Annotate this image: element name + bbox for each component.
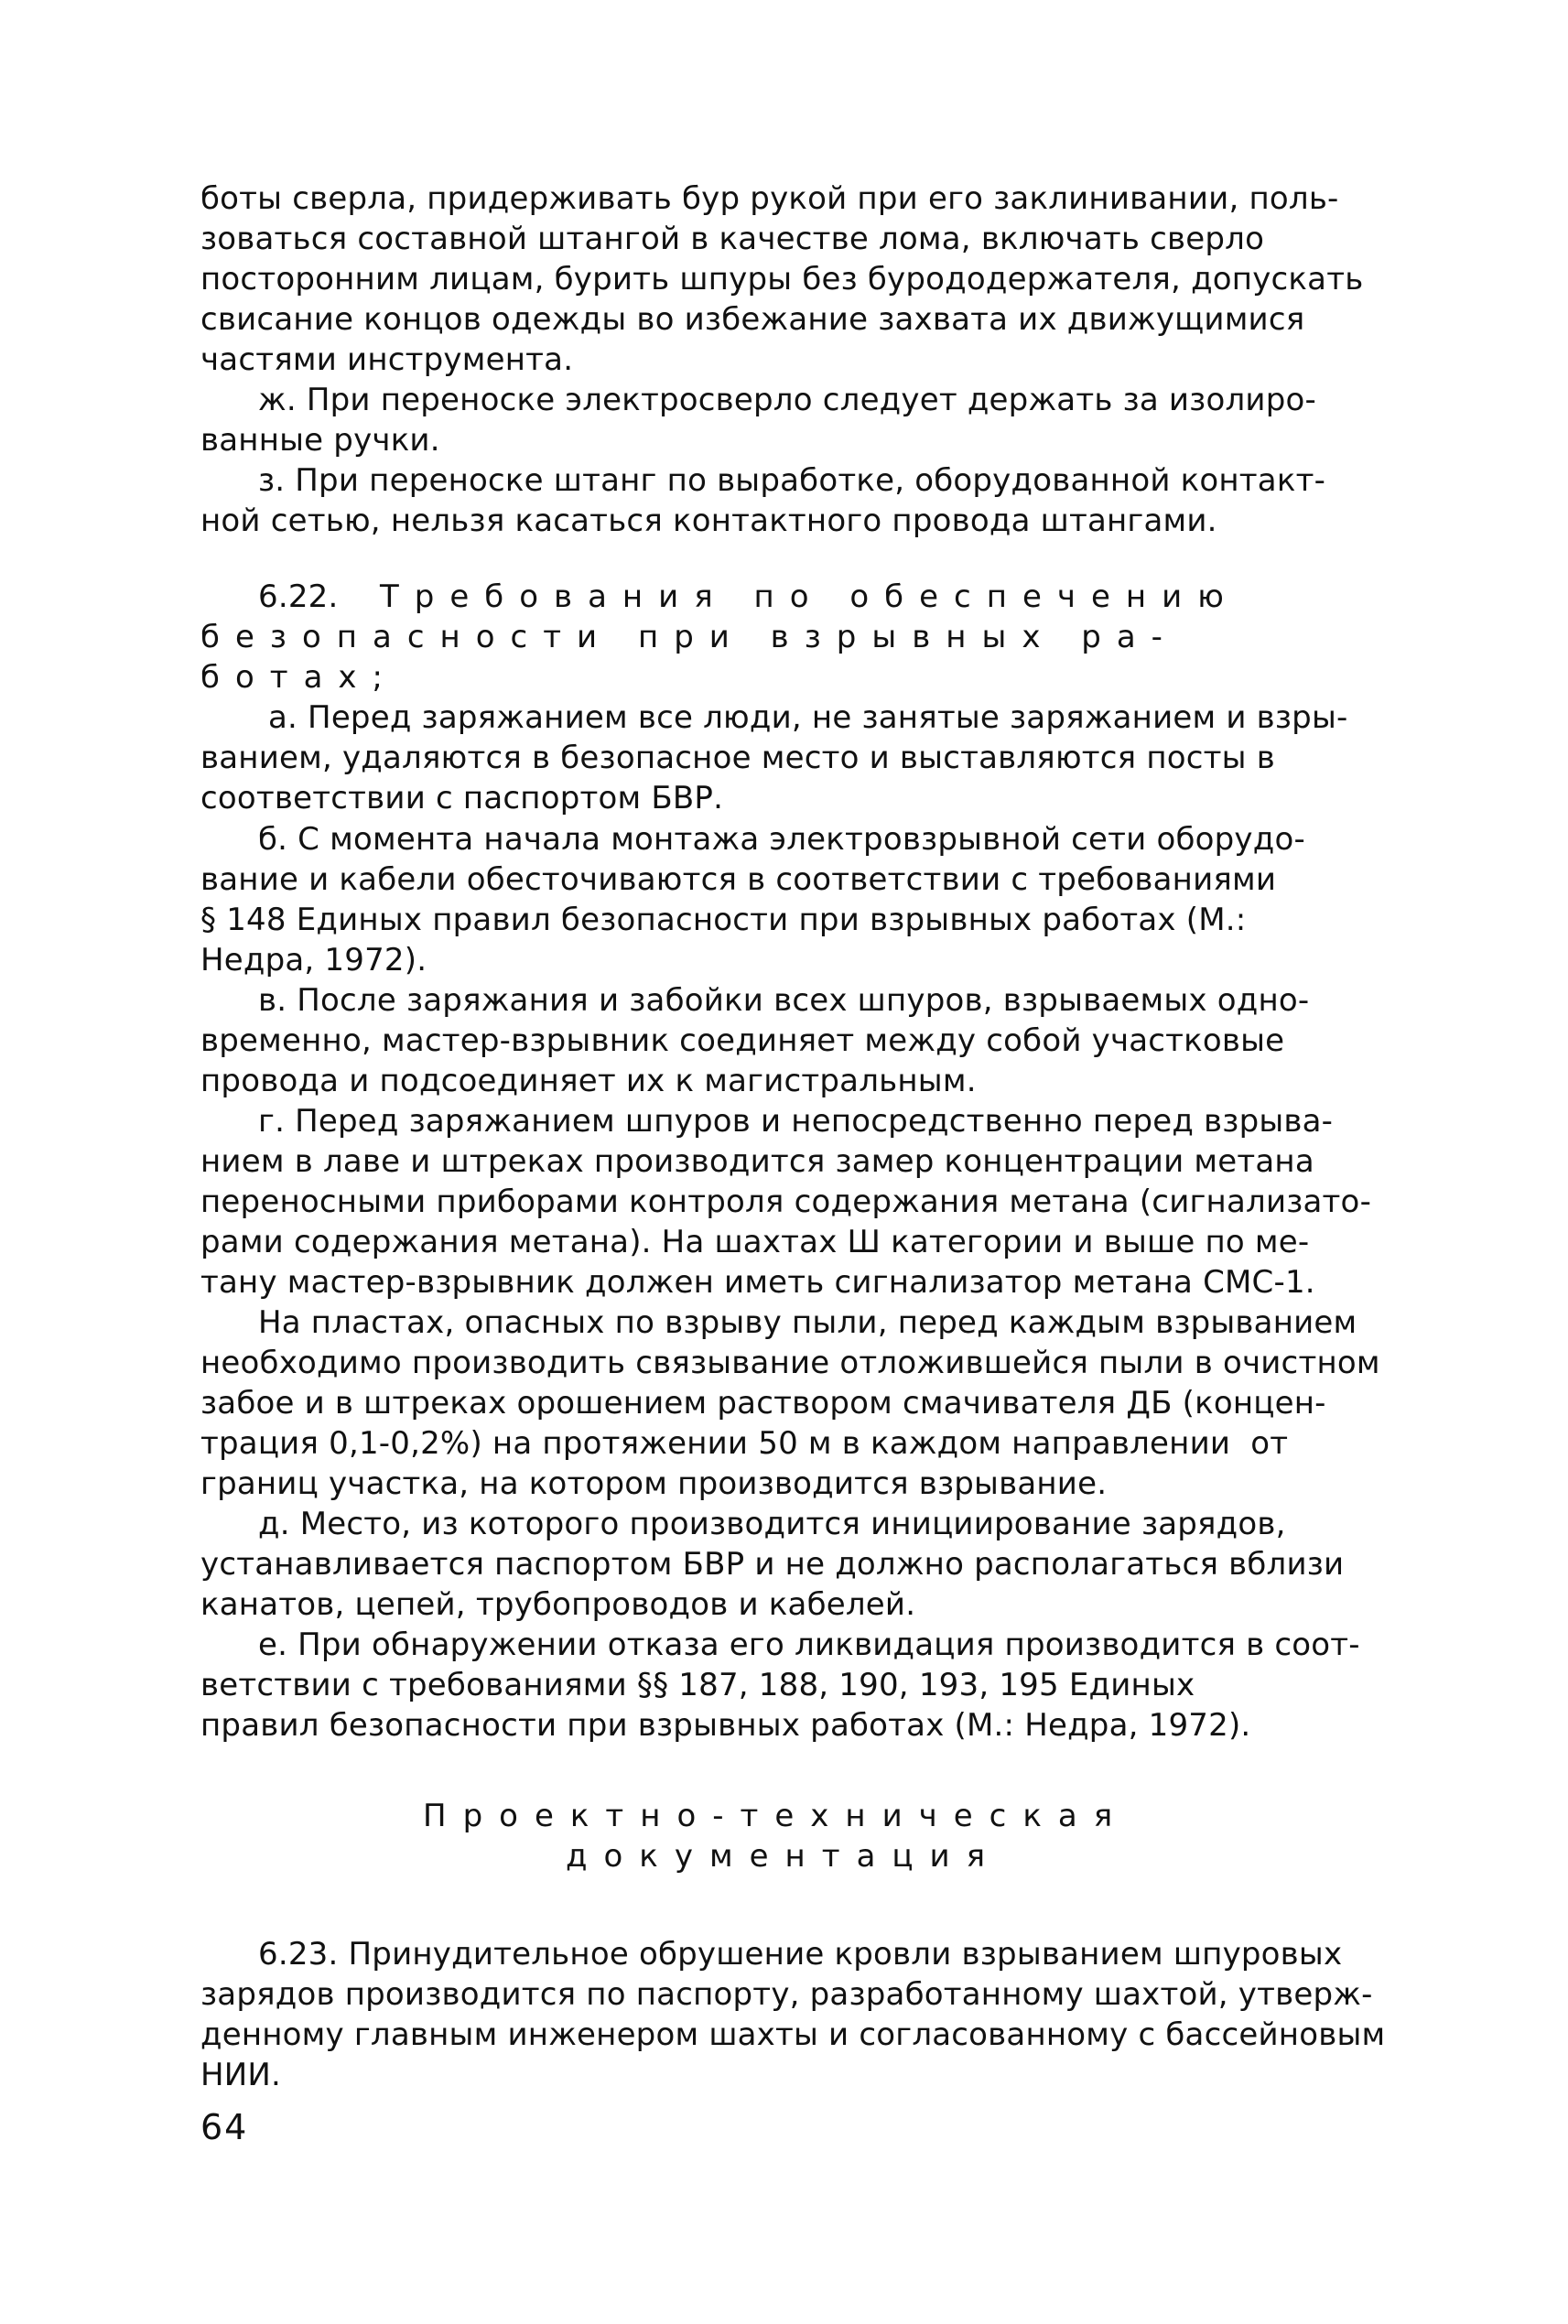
text-line: посторонним лицам, бурить шпуры без бурододержателя, допускать xyxy=(200,261,1364,297)
text-line: ной сетью, нельзя касаться контактного провода штангами. xyxy=(200,503,1217,539)
text-line: в. После заряжания и забойки всех шпуров, взрываемых одно- xyxy=(258,982,1310,1019)
text-line: НИИ. xyxy=(200,2057,282,2093)
text-line: ванные ручки. xyxy=(200,422,440,459)
text-line: правил безопасности при взрывных работах (М.: Недра, 1972). xyxy=(200,1707,1251,1744)
text-line: § 148 Единых правил безопасности при взрывных работах (М.: xyxy=(200,902,1247,938)
section-heading: документация xyxy=(566,1838,1002,1875)
text-line: зоваться составной штангой в качестве лома, включать сверло xyxy=(200,221,1265,257)
text-line: соответствии с паспортом БВР. xyxy=(200,780,724,816)
text-line: г. Перед заряжанием шпуров и непосредственно перед взрыва- xyxy=(258,1103,1334,1140)
text-line: 6.23. Принудительное обрушение кровли взрыванием шпуровых xyxy=(258,1936,1343,1973)
text-line: б. С момента начала монтажа электровзрывной сети оборудо- xyxy=(258,821,1305,858)
text-line: денному главным инженером шахты и согласованному с бассейновым xyxy=(200,2016,1386,2053)
text-line: а. Перед заряжанием все люди, не занятые заряжанием и взры- xyxy=(268,699,1348,736)
text-line: устанавливается паспортом БВР и не должно располагаться вблизи xyxy=(200,1546,1345,1583)
text-line: границ участка, на котором производится взрывание. xyxy=(200,1465,1108,1502)
section-number: 6.22. xyxy=(258,578,339,615)
text-line: д. Место, из которого производится инициирование зарядов, xyxy=(258,1506,1286,1542)
text-line: временно, мастер-взрывник соединяет между собой участковые xyxy=(200,1022,1285,1059)
text-line: ванием, удаляются в безопасное место и выставляются посты в xyxy=(200,740,1275,776)
text-line: рами содержания метана). На шахтах Ш категории и выше по ме- xyxy=(200,1224,1310,1260)
section-title-line: ботах; xyxy=(200,659,398,696)
text-line: ж. При переноске электросверло следует держать за изолиро- xyxy=(258,382,1316,418)
text-line: нием в лаве и штреках производится замер концентрации метана xyxy=(200,1143,1314,1180)
section-title-line: Требования по обеспечению xyxy=(380,578,1239,615)
text-line: необходимо производить связывание отложившейся пыли в очистном xyxy=(200,1345,1380,1381)
text-line: вание и кабели обесточиваются в соответствии с требованиями xyxy=(200,861,1277,898)
text-line: частями инструмента. xyxy=(200,341,574,378)
text-line: тану мастер-взрывник должен иметь сигнализатор метана СМС-1. xyxy=(200,1264,1315,1301)
text-line: свисание концов одежды во избежание захвата их движущимися xyxy=(200,301,1305,338)
text-line: е. При обнаружении отказа его ликвидация производится в соот- xyxy=(258,1627,1360,1663)
text-line: трация 0,1-0,2%) на протяжении 50 м в каждом направлении от xyxy=(200,1425,1289,1462)
text-line: забое и в штреках орошением раствором смачивателя ДБ (концен- xyxy=(200,1385,1326,1421)
text-line: ветствии с требованиями §§ 187, 188, 190, 193, 195 Единых xyxy=(200,1667,1195,1703)
text-line: з. При переноске штанг по выработке, оборудованной контакт- xyxy=(258,462,1326,499)
text-line: На пластах, опасных по взрыву пыли, перед каждым взрыванием xyxy=(258,1304,1357,1341)
text-line: Недра, 1972). xyxy=(200,942,427,978)
section-heading: Проектно-техническая xyxy=(423,1798,1130,1834)
text-line: зарядов производится по паспорту, разработанному шахтой, утверж- xyxy=(200,1976,1373,2013)
page-number: 64 xyxy=(200,2107,249,2147)
text-line: переносными приборами контроля содержания метана (сигнализато- xyxy=(200,1184,1372,1220)
text-line: канатов, цепей, трубопроводов и кабелей. xyxy=(200,1586,916,1623)
text-line: провода и подсоединяет их к магистральным. xyxy=(200,1063,977,1099)
text-line: боты сверла, придерживать бур рукой при его заклинивании, поль- xyxy=(200,180,1339,217)
section-title-line: безопасности при взрывных ра- xyxy=(200,619,1178,655)
